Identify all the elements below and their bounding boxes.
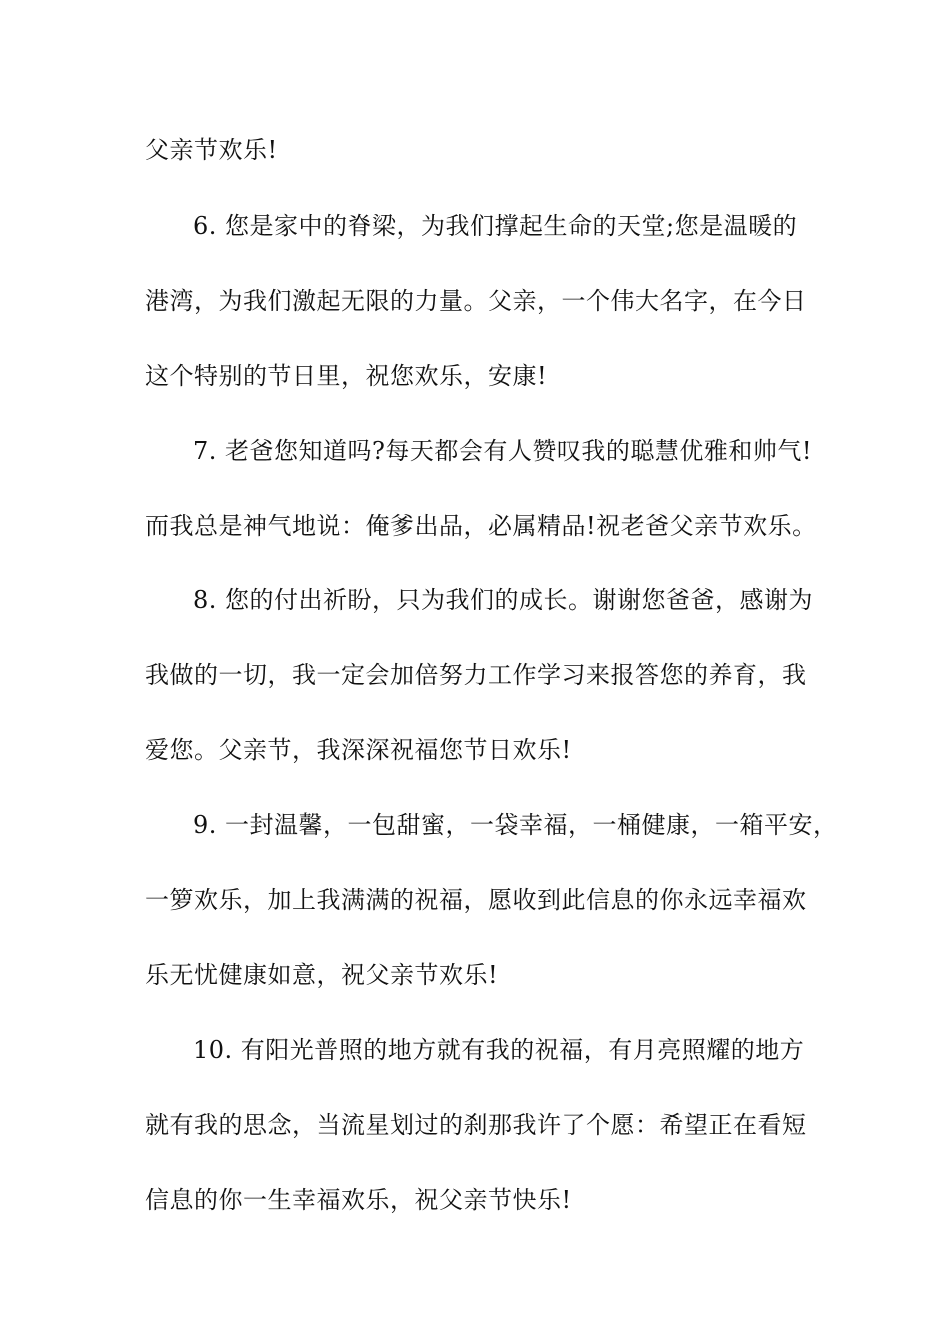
item-9-line-1: 9. 一封温馨，一包甜蜜，一袋幸福，一桶健康，一箱平安，: [193, 811, 838, 839]
item-6-line-2: 港湾，为我们激起无限的力量。父亲，一个伟大名字，在今日: [145, 287, 807, 315]
item-9-line-3: 乐无忧健康如意，祝父亲节欢乐!: [145, 961, 499, 989]
item-6-line-3: 这个特别的节日里，祝您欢乐，安康!: [145, 362, 548, 390]
text-line: 父亲节欢乐!: [145, 136, 278, 164]
item-10-line-3: 信息的你一生幸福欢乐，祝父亲节快乐!: [145, 1186, 572, 1214]
item-10-line-1: 10. 有阳光普照的地方就有我的祝福，有月亮照耀的地方: [193, 1036, 805, 1064]
item-6-line-1: 6. 您是家中的脊梁，为我们撑起生命的天堂;您是温暖的: [193, 212, 798, 240]
item-8-line-3: 爱您。父亲节，我深深祝福您节日欢乐!: [145, 736, 572, 764]
item-7-line-2: 而我总是神气地说：俺爹出品，必属精品!祝老爸父亲节欢乐。: [145, 512, 817, 540]
item-8-line-1: 8. 您的付出祈盼，只为我们的成长。谢谢您爸爸，感谢为: [193, 586, 814, 614]
item-8-line-2: 我做的一切，我一定会加倍努力工作学习来报答您的养育，我: [145, 661, 807, 689]
item-9-line-2: 一箩欢乐，加上我满满的祝福，愿收到此信息的你永远幸福欢: [145, 886, 807, 914]
item-7-line-1: 7. 老爸您知道吗?每天都会有人赞叹我的聪慧优雅和帅气!: [193, 437, 813, 465]
item-10-line-2: 就有我的思念，当流星划过的刹那我许了个愿：希望正在看短: [145, 1111, 807, 1139]
